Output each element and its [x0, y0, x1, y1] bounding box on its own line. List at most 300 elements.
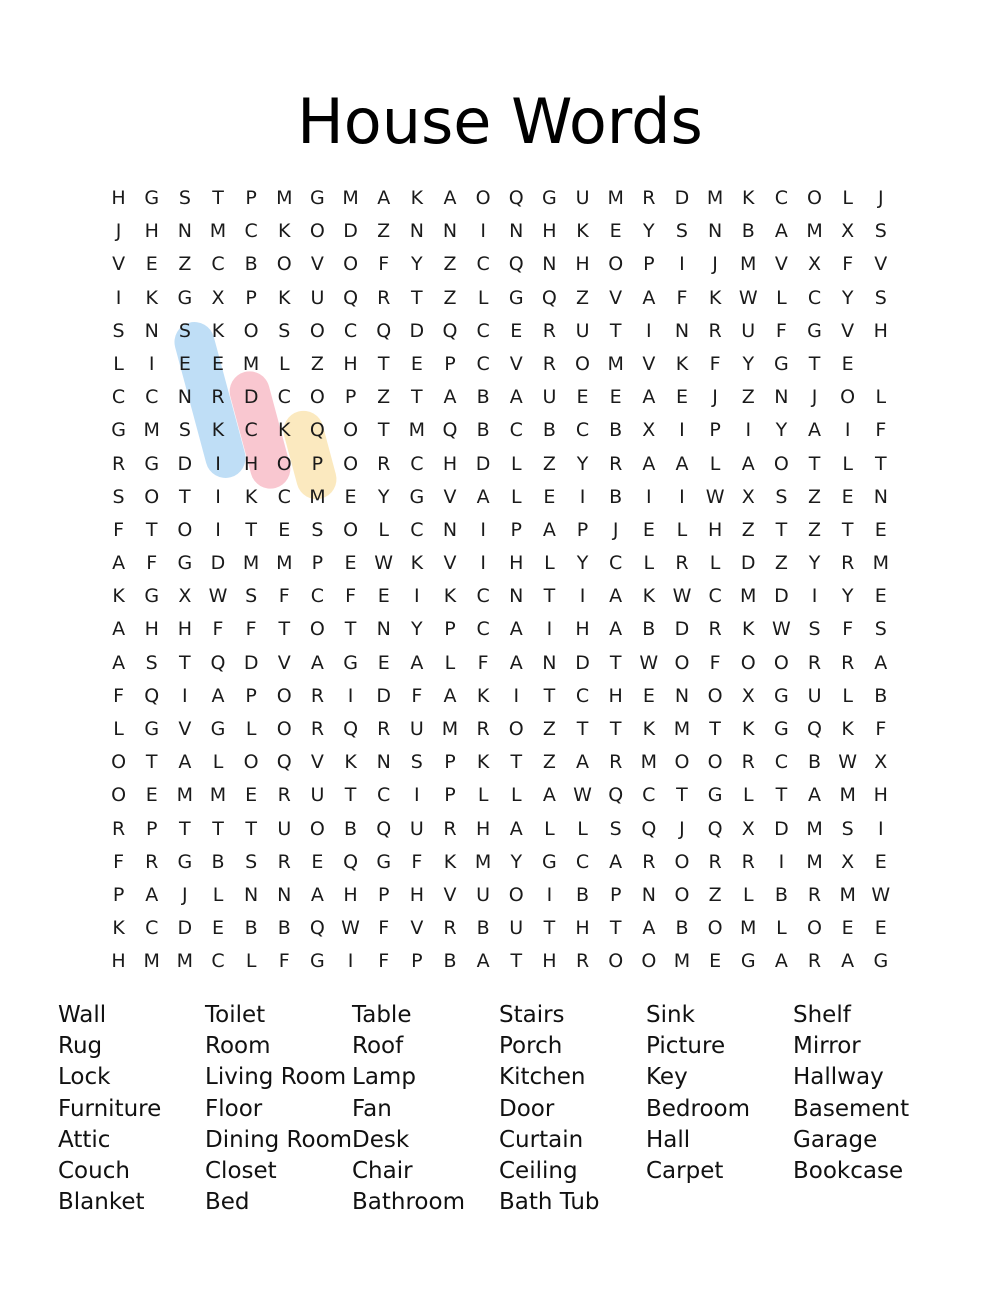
grid-letter: T	[709, 718, 721, 740]
grid-letter: Q	[508, 253, 524, 276]
grid-letter: U	[575, 319, 590, 342]
grid-letter: O	[111, 784, 127, 807]
grid-letter: L	[278, 352, 290, 375]
grid-letter: E	[841, 352, 854, 375]
grid-letter: D	[376, 684, 392, 707]
grid-letter: S	[112, 485, 125, 508]
grid-letter: F	[477, 651, 489, 674]
grid-letter: M	[276, 552, 293, 575]
grid-letter: R	[807, 651, 822, 674]
grid-letter: P	[112, 883, 125, 906]
grid-letter: R	[708, 319, 722, 342]
grid-letter: T	[543, 585, 556, 608]
grid-letter: T	[775, 784, 788, 807]
grid-letter: E	[874, 518, 887, 541]
grid-letter: V	[443, 883, 457, 906]
grid-letter: R	[277, 784, 291, 807]
grid-letter: I	[148, 352, 155, 375]
grid-letter: O	[840, 386, 856, 409]
grid-letter: P	[444, 352, 456, 375]
grid-letter: B	[642, 618, 656, 641]
grid-letter: F	[676, 286, 688, 309]
word-column	[499, 1000, 646, 1216]
grid-letter: B	[741, 220, 755, 243]
page-title: House Words	[297, 85, 703, 158]
grid-letter: H	[542, 220, 557, 243]
grid-letter: G	[774, 352, 789, 375]
grid-letter: V	[774, 253, 788, 276]
grid-letter: A	[509, 618, 523, 641]
grid-letter: Q	[276, 751, 292, 774]
grid-letter: C	[575, 419, 590, 442]
grid-letter: X	[841, 850, 855, 873]
word-list-item: Toilet	[205, 1002, 266, 1028]
grid-letter: G	[740, 950, 756, 973]
grid-letter: K	[742, 618, 755, 641]
word-list-item: Floor	[205, 1095, 263, 1122]
grid-letter: M	[839, 784, 856, 807]
grid-letter: V	[277, 651, 291, 674]
grid-letter: B	[774, 883, 788, 906]
grid-letter: M	[143, 950, 160, 973]
grid-letter: O	[309, 817, 325, 840]
grid-letter: H	[542, 950, 557, 973]
grid-letter: S	[311, 518, 324, 541]
grid-letter: K	[476, 684, 490, 707]
grid-letter: O	[309, 386, 325, 409]
word-list-item: Roof	[352, 1033, 404, 1060]
grid-letter: M	[342, 187, 359, 209]
grid-letter: I	[579, 585, 586, 608]
grid-letter: X	[211, 286, 225, 309]
grid-letter: R	[277, 850, 291, 873]
grid-letter: M	[607, 352, 624, 375]
grid-letter: G	[508, 286, 524, 309]
grid-letter: A	[642, 286, 656, 309]
grid-letter: R	[310, 684, 325, 707]
grid-letter: S	[178, 319, 191, 342]
grid-letter: F	[842, 618, 854, 641]
grid-letter: P	[245, 286, 257, 309]
grid-letter: U	[542, 386, 557, 409]
grid-letter: I	[579, 485, 586, 508]
grid-letter: A	[774, 950, 788, 973]
grid-letter: F	[775, 319, 787, 342]
grid-letter: B	[344, 817, 358, 840]
grid-letter: N	[707, 220, 723, 243]
grid-letter: T	[411, 386, 423, 409]
grid-letter: A	[443, 187, 457, 209]
grid-letter: C	[774, 187, 789, 209]
grid-letter: Q	[508, 187, 524, 209]
grid-letter: K	[742, 187, 755, 209]
grid-letter: Y	[775, 419, 788, 442]
grid-letter: G	[144, 718, 160, 740]
grid-letter: P	[311, 452, 324, 475]
grid-letter: K	[344, 751, 357, 774]
grid-letter: U	[575, 187, 590, 209]
word-list-item: Carpet	[646, 1158, 724, 1185]
grid-letter: M	[408, 419, 426, 442]
grid-letter: E	[410, 352, 423, 375]
grid-letter: X	[808, 253, 822, 276]
grid-letter: H	[144, 220, 159, 243]
grid-letter: A	[609, 618, 623, 641]
grid-letter: T	[278, 618, 291, 641]
grid-letter: T	[543, 684, 556, 707]
grid-letter: F	[278, 585, 290, 608]
grid-letter: G	[210, 718, 226, 740]
grid-letter: E	[675, 386, 688, 409]
grid-letter: F	[345, 585, 357, 608]
grid-letter: V	[874, 253, 888, 276]
grid-letter: V	[642, 352, 656, 375]
grid-letter: G	[376, 850, 392, 873]
grid-letter: E	[377, 651, 390, 674]
grid-letter: F	[709, 651, 721, 674]
grid-letter: V	[841, 319, 855, 342]
grid-letter: U	[509, 917, 524, 940]
grid-letter: C	[343, 319, 358, 342]
grid-letter: P	[576, 518, 589, 541]
grid-letter: K	[642, 718, 656, 740]
grid-letter: O	[807, 187, 822, 209]
grid-letter: R	[575, 950, 590, 973]
grid-letter: U	[409, 718, 424, 740]
grid-letter: K	[841, 718, 854, 740]
grid-letter: H	[873, 784, 888, 807]
grid-letter: T	[510, 751, 523, 774]
grid-letter: S	[178, 419, 191, 442]
grid-letter: E	[642, 684, 655, 707]
grid-letter: Q	[807, 718, 822, 740]
grid-letter: G	[707, 784, 723, 807]
grid-letter: A	[609, 850, 623, 873]
grid-letter: E	[344, 552, 357, 575]
grid-letter: C	[111, 386, 126, 409]
grid-letter: C	[476, 585, 490, 608]
word-list-item: Shelf	[793, 1002, 851, 1028]
grid-letter: U	[807, 684, 822, 707]
grid-letter: G	[144, 585, 160, 608]
grid-letter: A	[112, 552, 126, 575]
grid-letter: X	[178, 585, 192, 608]
grid-letter: F	[278, 950, 290, 973]
grid-letter: L	[544, 552, 555, 575]
grid-letter: I	[878, 817, 884, 840]
grid-letter: A	[774, 220, 788, 243]
grid-letter: B	[874, 684, 888, 707]
grid-letter: C	[377, 784, 391, 807]
grid-letter: U	[409, 817, 424, 840]
grid-letter: U	[310, 784, 325, 807]
grid-letter: A	[443, 684, 457, 707]
grid-letter: J	[612, 518, 619, 541]
grid-letter: O	[243, 319, 259, 342]
grid-letter: N	[244, 883, 259, 906]
grid-letter: R	[609, 452, 623, 475]
grid-letter: N	[376, 751, 391, 774]
grid-letter: A	[377, 187, 391, 209]
grid-letter: L	[742, 883, 754, 906]
grid-letter: F	[411, 684, 423, 707]
grid-letter: G	[177, 552, 193, 575]
grid-letter: C	[476, 618, 490, 641]
grid-letter: Y	[808, 552, 821, 575]
grid-letter: H	[575, 917, 590, 940]
word-list-item: Blanket	[58, 1189, 145, 1216]
grid-letter: Z	[542, 751, 556, 774]
grid-letter: Z	[443, 253, 457, 276]
grid-letter: C	[145, 917, 159, 940]
grid-letter: K	[410, 552, 424, 575]
word-list	[58, 1000, 940, 1216]
grid-letter: W	[672, 585, 692, 608]
grid-letter: A	[542, 784, 556, 807]
grid-letter: P	[311, 552, 324, 575]
grid-letter: T	[212, 187, 224, 209]
grid-letter: Q	[707, 817, 723, 840]
grid-letter: M	[806, 817, 823, 840]
grid-letter: N	[674, 684, 690, 707]
grid-letter: O	[243, 751, 259, 774]
grid-letter: N	[177, 386, 192, 409]
grid-letter: M	[872, 552, 889, 575]
grid-letter: I	[646, 319, 652, 342]
grid-letter: A	[310, 651, 324, 674]
grid-letter: R	[377, 452, 391, 475]
grid-letter: F	[113, 518, 125, 541]
grid-letter: K	[576, 220, 589, 243]
grid-letter: L	[212, 883, 224, 906]
grid-letter: B	[211, 850, 225, 873]
grid-letter: H	[873, 319, 888, 342]
grid-letter: T	[145, 751, 158, 774]
grid-letter: O	[674, 751, 690, 774]
grid-letter: S	[178, 187, 191, 209]
grid-letter: B	[808, 751, 822, 774]
grid-letter: K	[112, 585, 125, 608]
grid-letter: S	[874, 618, 887, 641]
grid-letter: F	[378, 253, 390, 276]
grid-letter: T	[543, 917, 556, 940]
word-list-item: Mirror	[793, 1033, 861, 1060]
grid-letter: T	[576, 718, 589, 740]
grid-letter: C	[310, 585, 325, 608]
grid-letter: D	[243, 386, 259, 409]
grid-letter: Q	[343, 850, 359, 873]
grid-letter: I	[844, 419, 851, 442]
grid-letter: N	[774, 386, 789, 409]
grid-letter: R	[145, 850, 159, 873]
grid-letter: L	[212, 751, 224, 774]
grid-letter: K	[742, 718, 755, 740]
grid-letter: R	[741, 751, 755, 774]
grid-letter: M	[740, 917, 757, 940]
grid-letter: R	[476, 718, 490, 740]
grid-letter: I	[513, 684, 520, 707]
grid-letter: M	[242, 552, 260, 575]
grid-letter: L	[709, 552, 721, 575]
grid-letter: H	[475, 817, 491, 840]
grid-letter: P	[510, 518, 522, 541]
grid-letter: V	[410, 917, 424, 940]
grid-letter: N	[509, 220, 524, 243]
grid-letter: P	[444, 784, 456, 807]
grid-letter: S	[609, 817, 622, 840]
word-list-item: Room	[205, 1033, 271, 1060]
grid-letter: H	[343, 352, 358, 375]
grid-letter: D	[210, 552, 226, 575]
grid-letter: A	[576, 751, 590, 774]
grid-letter: B	[576, 883, 590, 906]
grid-letter: O	[773, 452, 789, 475]
grid-letter: W	[341, 917, 360, 940]
grid-letter: T	[179, 485, 191, 508]
grid-letter: X	[741, 684, 755, 707]
word-list-item: Kitchen	[499, 1064, 586, 1091]
grid-letter: X	[741, 817, 755, 840]
grid-letter: C	[642, 784, 656, 807]
grid-letter: U	[277, 817, 292, 840]
grid-letter: B	[542, 419, 556, 442]
grid-letter: B	[443, 950, 457, 973]
grid-letter: M	[209, 784, 227, 807]
grid-letter: I	[811, 585, 818, 608]
grid-letter: S	[410, 751, 423, 774]
grid-letter: F	[378, 917, 390, 940]
grid-letter: L	[245, 718, 257, 740]
grid-letter: F	[113, 850, 125, 873]
grid-letter: E	[874, 850, 887, 873]
grid-letter: L	[477, 286, 489, 309]
grid-letter: T	[145, 518, 158, 541]
grid-letter: Z	[774, 552, 788, 575]
grid-letter: K	[476, 751, 490, 774]
grid-letter: H	[608, 684, 623, 707]
grid-letter: I	[480, 220, 486, 243]
grid-letter: Q	[442, 419, 458, 442]
grid-letter: S	[841, 817, 854, 840]
grid-letter: Q	[376, 319, 392, 342]
grid-letter: D	[343, 220, 358, 243]
grid-letter: A	[112, 651, 126, 674]
grid-letter: D	[674, 618, 690, 641]
grid-letter: C	[410, 452, 424, 475]
grid-letter: W	[771, 618, 791, 641]
grid-letter: H	[111, 950, 126, 973]
word-list-item: Curtain	[499, 1126, 584, 1153]
grid-letter: L	[378, 518, 389, 541]
word-list-item: Key	[646, 1064, 688, 1091]
grid-letter: F	[875, 718, 887, 740]
grid-letter: U	[741, 319, 756, 342]
grid-letter: T	[377, 352, 390, 375]
grid-letter: Q	[210, 651, 226, 674]
grid-letter: O	[144, 485, 160, 508]
grid-letter: R	[841, 651, 855, 674]
word-list-item: Living Room	[205, 1064, 347, 1091]
word-list-item: Dining Room	[205, 1126, 353, 1153]
grid-letter: I	[679, 419, 685, 442]
grid-letter: T	[245, 518, 257, 541]
grid-letter: E	[841, 485, 854, 508]
grid-letter: O	[807, 917, 822, 940]
grid-letter: A	[609, 585, 623, 608]
grid-letter: P	[377, 883, 390, 906]
grid-letter: W	[208, 585, 228, 608]
grid-letter: G	[310, 950, 325, 973]
grid-letter: Z	[542, 718, 556, 740]
grid-letter: N	[376, 618, 391, 641]
grid-letter: I	[347, 950, 354, 973]
grid-letter: D	[740, 552, 756, 575]
grid-letter: Y	[841, 585, 854, 608]
grid-letter: S	[278, 319, 291, 342]
grid-letter: M	[209, 220, 227, 243]
grid-letter: O	[111, 751, 127, 774]
grid-letter: T	[344, 784, 357, 807]
grid-letter: Y	[841, 286, 854, 309]
grid-letter: A	[145, 883, 159, 906]
grid-letter: A	[509, 651, 523, 674]
grid-letter: D	[475, 452, 491, 475]
word-list-item: Door	[499, 1095, 555, 1122]
grid-letter: Q	[608, 784, 624, 807]
grid-letter: Z	[808, 518, 822, 541]
grid-letter: N	[442, 518, 458, 541]
grid-letter: R	[542, 352, 556, 375]
grid-letter: G	[542, 187, 557, 209]
grid-letter: H	[343, 883, 358, 906]
grid-letter: M	[640, 751, 658, 774]
grid-letter: A	[874, 651, 888, 674]
grid-letter: Z	[310, 352, 324, 375]
grid-letter: Y	[377, 485, 390, 508]
grid-letter: G	[177, 850, 193, 873]
grid-letter: E	[543, 485, 556, 508]
grid-letter: M	[839, 883, 856, 906]
word-list-item: Bath Tub	[499, 1189, 600, 1216]
grid-letter: I	[182, 684, 188, 707]
grid-letter: Q	[376, 817, 392, 840]
grid-letter: W	[738, 286, 758, 309]
grid-letter: A	[642, 917, 656, 940]
grid-letter: L	[510, 784, 522, 807]
grid-letter: B	[244, 917, 258, 940]
grid-letter: V	[178, 718, 192, 740]
grid-letter: O	[343, 518, 359, 541]
grid-letter: H	[575, 253, 590, 276]
grid-letter: H	[442, 452, 458, 475]
grid-letter: B	[476, 419, 490, 442]
grid-letter: R	[609, 751, 623, 774]
word-list-item: Bookcase	[793, 1158, 904, 1185]
grid-letter: M	[607, 187, 624, 209]
grid-letter: Y	[576, 452, 589, 475]
grid-letter: K	[211, 319, 225, 342]
grid-letter: R	[310, 718, 325, 740]
grid-letter: V	[310, 751, 324, 774]
grid-letter: M	[806, 850, 823, 873]
grid-letter: C	[476, 319, 490, 342]
grid-letter: L	[842, 684, 853, 707]
grid-letter: F	[709, 352, 721, 375]
grid-letter: G	[111, 419, 126, 442]
grid-letter: R	[642, 187, 656, 209]
grid-letter: K	[443, 585, 457, 608]
grid-letter: X	[874, 751, 888, 774]
